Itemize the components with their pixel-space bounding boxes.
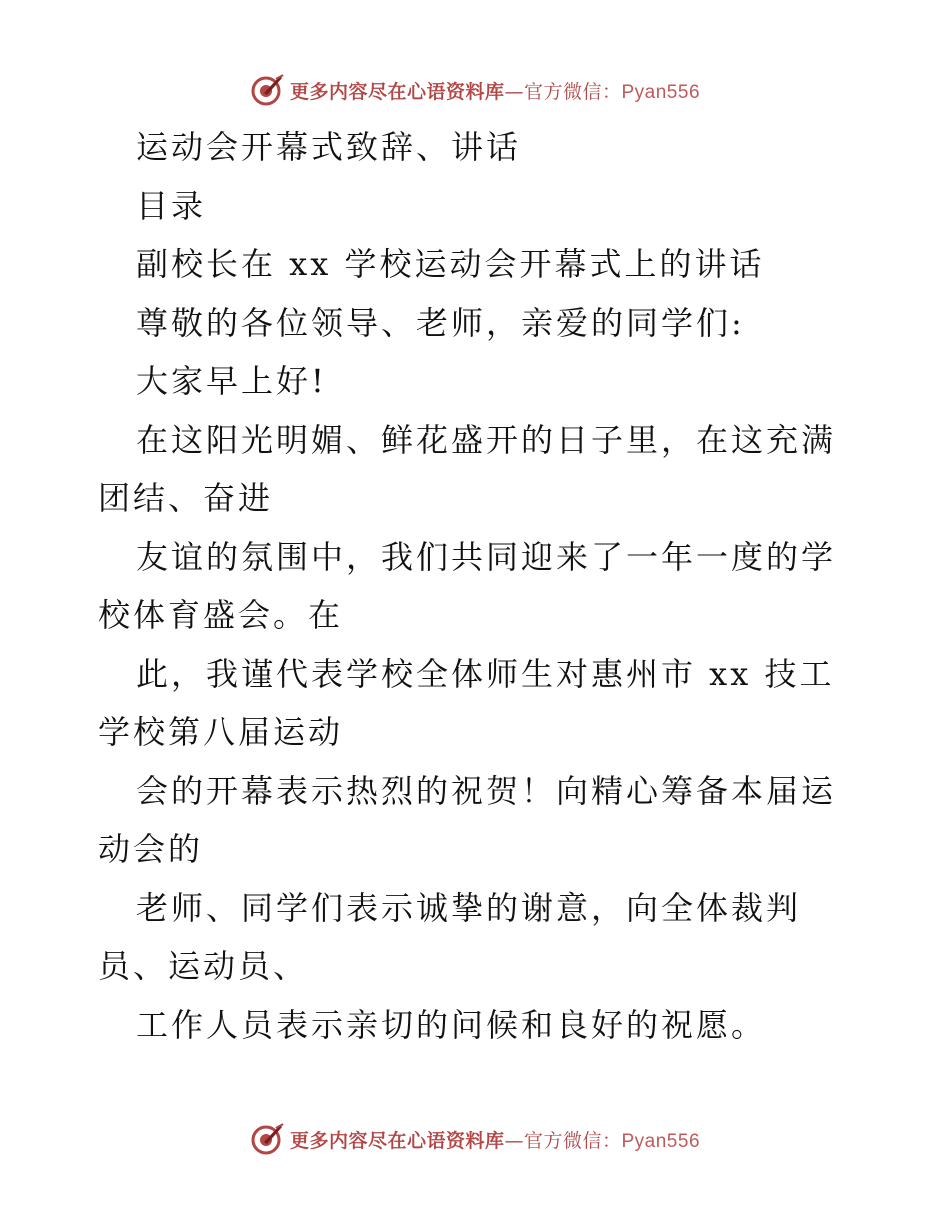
watermark-text: 更多内容尽在心语资料库—官方微信：Pyan556 (289, 1129, 701, 1152)
body-paragraph: 在这阳光明媚、鲜花盛开的日子里，在这充满团结、奋进 (98, 420, 837, 517)
body-paragraph: 会的开幕表示热烈的祝贺！向精心筹备本届运动会的 (98, 771, 837, 868)
greeting: 大家早上好! (136, 362, 327, 400)
doc-title: 运动会开幕式致辞、讲话 (136, 128, 522, 166)
header-watermark (0, 68, 950, 112)
body-paragraph: 此，我谨代表学校全体师生对惠州市 xx 技工学校第八届运动 (98, 654, 835, 751)
toc-heading: 目录 (136, 186, 207, 225)
quill-seal-icon (250, 73, 284, 107)
body-paragraph: 友谊的氛围中，我们共同迎来了一年一度的学校体育盛会。在 (98, 537, 837, 634)
quill-seal-icon (250, 1122, 284, 1156)
salutation: 尊敬的各位领导、老师，亲爱的同学们: (136, 303, 745, 342)
body-paragraph: 工作人员表示亲切的问候和良好的祝愿。 (136, 1005, 767, 1044)
watermark-text: 更多内容尽在心语资料库—官方微信：Pyan556 (289, 80, 701, 103)
speech-title: 副校长在 xx 学校运动会开幕式上的讲话 (136, 245, 765, 283)
body-paragraph: 老师、同学们表示诚挚的谢意，向全体裁判员、运动员、 (98, 888, 802, 985)
document-body (0, 118, 950, 1054)
footer-watermark (0, 1117, 950, 1161)
